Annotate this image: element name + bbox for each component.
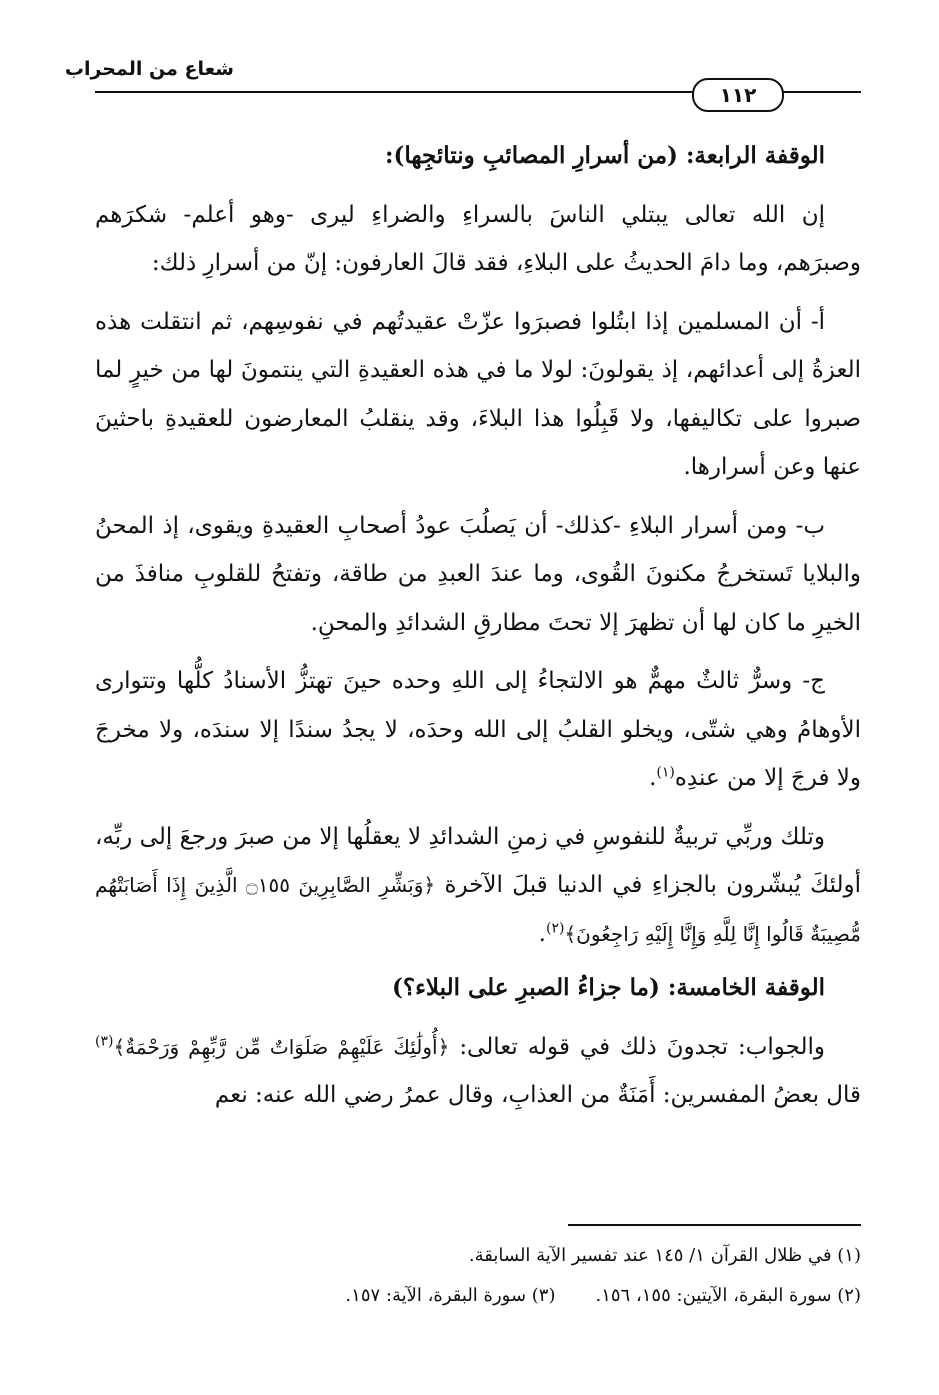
paragraph-point-b: ب- ومن أسرار البلاءِ -كذلك- أن يَصلُبَ عودُ أصحابِ العقيدةِ ويقوى، إذ المحنُ والبلايا تَستخرجُ مكنونَ القُوى، وما عندَ العبدِ من طاقة، وتفتحُ للقلوبِ منافذَ من الخيرِ ما كان لها أن تظهرَ إلا تحتَ مطارقِ الشدائدِ والمحنِ.	[95, 512, 861, 636]
paragraph-point-c	[95, 657, 861, 803]
upbringing-text: وتلك وربِّي تربيةٌ للنفوسِ في زمنِ الشدائدِ لا يعقلُها إلا من صبرَ ورجعَ إلى ربِّه، أولئكَ يُبشّرون بالجزاءِ في الدنيا قبلَ الآخرة	[95, 823, 862, 898]
quran-verse-157: ﴿أُولَٰئِكَ عَلَيْهِمْ صَلَوَاتٌ مِّن رَّبِّهِمْ وَرَحْمَةٌ﴾	[113, 1034, 450, 1059]
footnote-3: (٣) سورة البقرة، الآية: ١٥٧.	[345, 1285, 556, 1306]
section-heading-fourth-stop: الوقفة الرابعة: (من أسرارِ المصائبِ ونتائجِها):	[385, 142, 825, 169]
footnote-ref-1: (١)	[656, 764, 675, 781]
answer-text: والجواب: تجدونَ ذلك في قوله تعالى:	[459, 1033, 825, 1060]
footnote-1: (١) في ظلال القرآن ١/ ١٤٥ عند تفسير الآية السابقة.	[468, 1245, 861, 1266]
paragraph-answer	[95, 1023, 861, 1120]
main-text	[95, 132, 861, 1130]
point-c-text: ج- وسرٌّ ثالثٌ مهمٌّ هو الالتجاءُ إلى اللهِ وحده حينَ تهتزُّ الأسنادُ كلُّها وتتوارى الأوهامُ وهي شتّى، ويخلو القلبُ إلى الله وحدَه، لا يجدُ سندًا إلا سندَه، ولا مخرجَ ولا فرجَ إلا من عندِه	[95, 668, 861, 791]
page-number-badge: ١١٢	[692, 78, 784, 112]
footnote-2: (٢) سورة البقرة، الآيتين: ١٥٥، ١٥٦.	[595, 1285, 861, 1306]
footnote-row-2	[95, 1276, 861, 1316]
paragraph-intro: إن الله تعالى يبتلي الناسَ بالسراءِ والضراءِ ليرى -وهو أعلم- شكرَهم وصبرَهم، وما دامَ الحديثُ على البلاءِ، فقد قالَ العارفون: إنّ من أسرارِ ذلك:	[95, 201, 861, 276]
point-c-end: .	[649, 765, 657, 791]
footnotes-block	[95, 1236, 861, 1316]
section-heading-fifth-stop: الوقفة الخامسة: (ما جزاءُ الصبرِ على البلاء؟)	[392, 974, 825, 1001]
paragraph-point-a: أ- أن المسلمين إذا ابتُلوا فصبرَوا عزّتْ عقيدتُهم في نفوسِهم، ثم انتقلت هذه العزةُ إلى أعدائهم، إذ يقولونَ: لولا ما في هذه العقيدةِ التي ينتمونَ لها من خيرٍ لما صبروا على تكاليفها، ولا قَبِلُوا هذا البلاءَ، وقد ينقلبُ المعارضون للعقيدةِ باحثينَ عنها وعن أسرارها.	[95, 308, 861, 480]
upbringing-end: .	[538, 920, 546, 947]
footnote-ref-3: (٣)	[95, 1032, 114, 1049]
footnote-separator	[568, 1224, 861, 1226]
answer-continuation: قال بعضُ المفسرين: أَمَنَةٌ من العذابِ، وقال عمرُ رضي الله عنه: نعم	[214, 1082, 861, 1108]
paragraph-upbringing	[95, 813, 861, 959]
running-header-title: شعاع من المحراب	[64, 58, 234, 80]
footnote-ref-2: (٢)	[545, 919, 565, 936]
quran-verse-155-156: ﴿وَبَشِّرِ الصَّابِرِينَ ۝١٥٥ الَّذِينَ إِذَا أَصَابَتْهُم مُّصِيبَةٌ قَالُوا إِنَّا لِلَّهِ وَإِنَّا إِلَيْهِ رَاجِعُونَ﴾	[95, 873, 861, 946]
